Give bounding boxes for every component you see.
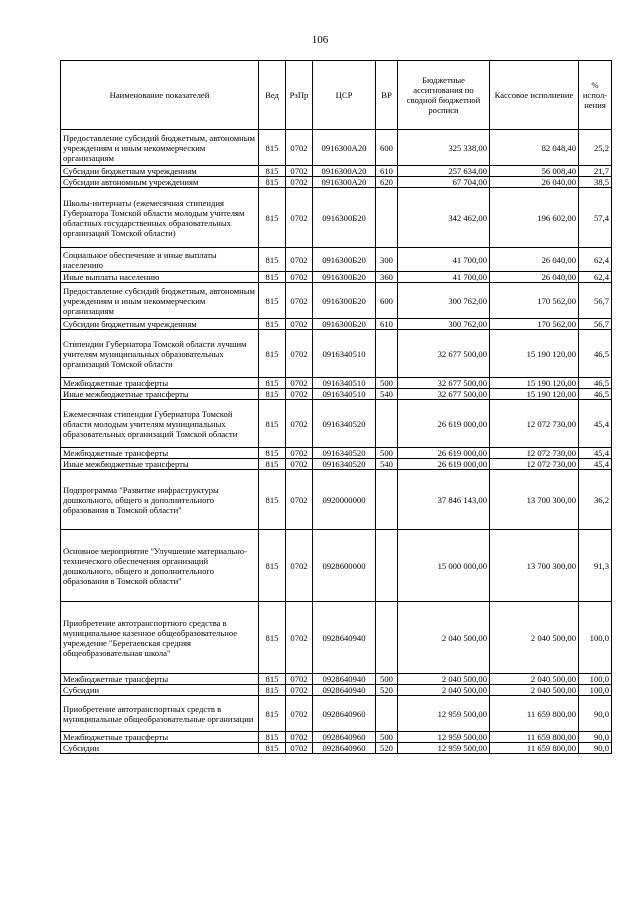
row-vr [376,530,398,602]
row-percent: 90,0 [579,743,612,754]
row-assignment: 26 619 000,00 [398,448,490,459]
row-ved: 815 [259,448,286,459]
header-cash: Кассовое исполнение [490,61,579,130]
row-assignment: 32 677 500,00 [398,378,490,389]
row-assignment: 67 704,00 [398,177,490,188]
row-name: Приобретение автотранспортного средства в муниципальное казенное общеобразовательное учреждение "Берегаевская средняя общеобразовательная школа" [61,602,259,674]
row-vr: 520 [376,743,398,754]
header-assignments: Бюджетные ассигнования по сводной бюджетной росписи [398,61,490,130]
row-ved: 815 [259,674,286,685]
row-percent: 100,0 [579,674,612,685]
row-rzpr: 0702 [286,177,313,188]
row-ved: 815 [259,389,286,400]
row-cash: 26 040,00 [490,248,579,272]
row-ved: 815 [259,272,286,283]
row-cash: 13 700 300,00 [490,470,579,530]
row-csr: 0916340510 [313,389,376,400]
row-vr: 540 [376,389,398,400]
row-csr: 0916300А20 [313,166,376,177]
row-name: Субсидии бюджетным учреждениям [61,319,259,330]
row-cash: 13 700 300,00 [490,530,579,602]
table-row [61,177,612,188]
row-name: Школы-интернаты (ежемесячная стипендия Губернатора Томской области молодым учителям областных государственных образовательных организаций Томской области) [61,188,259,248]
row-name: Иные межбюджетные трансферты [61,459,259,470]
row-ved: 815 [259,732,286,743]
row-vr [376,330,398,378]
row-ved: 815 [259,319,286,330]
row-csr: 0928640960 [313,696,376,732]
row-percent: 90,0 [579,732,612,743]
row-vr: 360 [376,272,398,283]
row-percent: 62,4 [579,248,612,272]
row-name: Межбюджетные трансферты [61,732,259,743]
row-vr [376,470,398,530]
row-assignment: 26 619 000,00 [398,459,490,470]
row-ved: 815 [259,330,286,378]
row-percent: 57,4 [579,188,612,248]
row-csr: 0916300А20 [313,177,376,188]
row-vr [376,400,398,448]
row-ved: 815 [259,696,286,732]
table-row [61,448,612,459]
row-cash: 82 048,40 [490,130,579,166]
row-cash: 26 040,00 [490,272,579,283]
row-rzpr: 0702 [286,389,313,400]
row-rzpr: 0702 [286,674,313,685]
table-row [61,685,612,696]
row-ved: 815 [259,177,286,188]
table-row [61,732,612,743]
row-rzpr: 0702 [286,685,313,696]
table-row [61,696,612,732]
row-cash: 11 659 800,00 [490,743,579,754]
row-percent: 100,0 [579,685,612,696]
row-name: Межбюджетные трансферты [61,448,259,459]
table-row [61,130,612,166]
row-assignment: 12 959 500,00 [398,732,490,743]
row-rzpr: 0702 [286,470,313,530]
row-csr: 0928640960 [313,732,376,743]
row-cash: 26 040,00 [490,177,579,188]
row-csr: 0916300Б20 [313,283,376,319]
row-cash: 12 072 730,00 [490,400,579,448]
row-name: Субсидии [61,685,259,696]
row-assignment: 12 959 500,00 [398,696,490,732]
row-vr: 620 [376,177,398,188]
row-rzpr: 0702 [286,272,313,283]
row-assignment: 32 677 500,00 [398,389,490,400]
row-vr: 610 [376,166,398,177]
row-percent: 46,5 [579,330,612,378]
row-rzpr: 0702 [286,743,313,754]
row-percent: 62,4 [579,272,612,283]
row-name: Предоставление субсидий бюджетным, автономным учреждениям и иным некоммерческим организациям [61,283,259,319]
row-ved: 815 [259,248,286,272]
row-vr: 600 [376,283,398,319]
row-rzpr: 0702 [286,602,313,674]
row-assignment: 257 634,00 [398,166,490,177]
row-cash: 15 190 120,00 [490,330,579,378]
row-cash: 2 040 500,00 [490,685,579,696]
row-rzpr: 0702 [286,459,313,470]
row-ved: 815 [259,743,286,754]
row-assignment: 26 619 000,00 [398,400,490,448]
row-percent: 36,2 [579,470,612,530]
header-ved: Вед [259,61,286,130]
row-ved: 815 [259,602,286,674]
row-cash: 56 008,40 [490,166,579,177]
row-ved: 815 [259,130,286,166]
header-percent: % испол-нения [579,61,612,130]
row-rzpr: 0702 [286,448,313,459]
row-cash: 15 190 120,00 [490,378,579,389]
row-vr [376,602,398,674]
row-cash: 15 190 120,00 [490,389,579,400]
row-percent: 25,2 [579,130,612,166]
row-vr [376,188,398,248]
row-name: Предоставление субсидий бюджетным, автономным учреждениям и иным некоммерческим организациям [61,130,259,166]
row-percent: 90,0 [579,696,612,732]
row-name: Межбюджетные трансферты [61,674,259,685]
row-csr: 0916300Б20 [313,248,376,272]
row-percent: 56,7 [579,319,612,330]
row-vr: 540 [376,459,398,470]
row-cash: 12 072 730,00 [490,448,579,459]
budget-table [60,60,612,754]
row-name: Основное мероприятие "Улучшение материально-технического обеспечения организаций дошкольного, общего и дополнительного образования в Томской области" [61,530,259,602]
row-percent: 45,4 [579,400,612,448]
row-vr: 500 [376,732,398,743]
row-csr: 0916340510 [313,330,376,378]
row-ved: 815 [259,400,286,448]
header-rzpr: РзПр [286,61,313,130]
row-rzpr: 0702 [286,166,313,177]
row-assignment: 12 959 500,00 [398,743,490,754]
row-name: Субсидии бюджетным учреждениям [61,166,259,177]
page-number: 106 [311,34,329,46]
row-ved: 815 [259,283,286,319]
row-percent: 21,7 [579,166,612,177]
header-vr: ВР [376,61,398,130]
row-assignment: 37 846 143,00 [398,470,490,530]
row-rzpr: 0702 [286,378,313,389]
table-row [61,283,612,319]
row-ved: 815 [259,188,286,248]
table-row [61,389,612,400]
row-csr: 0928600000 [313,530,376,602]
row-rzpr: 0702 [286,319,313,330]
table-row [61,400,612,448]
row-rzpr: 0702 [286,732,313,743]
row-name: Подпрограмма "Развитие инфраструктуры дошкольного, общего и дополнительного образования в Томской области" [61,470,259,530]
row-csr: 0916300Б20 [313,272,376,283]
row-vr: 500 [376,674,398,685]
row-percent: 46,5 [579,389,612,400]
table-row [61,743,612,754]
row-assignment: 15 000 000,00 [398,530,490,602]
row-assignment: 41 700,00 [398,272,490,283]
row-csr: 0916340520 [313,459,376,470]
row-csr: 0920000000 [313,470,376,530]
row-assignment: 32 677 500,00 [398,330,490,378]
row-cash: 170 562,00 [490,283,579,319]
row-percent: 46,5 [579,378,612,389]
row-percent: 38,5 [579,177,612,188]
table-row [61,272,612,283]
row-assignment: 325 338,00 [398,130,490,166]
table-row [61,330,612,378]
table-row [61,459,612,470]
row-rzpr: 0702 [286,530,313,602]
row-csr: 0916300Б20 [313,188,376,248]
table-row [61,470,612,530]
row-ved: 815 [259,470,286,530]
table-row [61,166,612,177]
row-ved: 815 [259,685,286,696]
row-csr: 0916300Б20 [313,319,376,330]
row-ved: 815 [259,166,286,177]
row-assignment: 342 462,00 [398,188,490,248]
table-row [61,319,612,330]
row-assignment: 2 040 500,00 [398,674,490,685]
row-csr: 0916340520 [313,448,376,459]
row-percent: 56,7 [579,283,612,319]
row-vr: 600 [376,130,398,166]
row-cash: 11 659 800,00 [490,696,579,732]
row-csr: 0928640940 [313,602,376,674]
row-name: Иные межбюджетные трансферты [61,389,259,400]
row-cash: 170 562,00 [490,319,579,330]
table-header-row [61,61,612,130]
row-rzpr: 0702 [286,330,313,378]
row-percent: 100,0 [579,602,612,674]
row-assignment: 41 700,00 [398,248,490,272]
row-rzpr: 0702 [286,188,313,248]
row-csr: 0916300А20 [313,130,376,166]
row-rzpr: 0702 [286,248,313,272]
table-row [61,248,612,272]
row-csr: 0916340520 [313,400,376,448]
row-name: Стипендии Губернатора Томской области лучшим учителям муниципальных образовательных организаций Томской области [61,330,259,378]
table-row [61,530,612,602]
row-name: Ежемесячная стипендия Губернатора Томской области молодым учителям муниципальных образовательных организаций Томской области [61,400,259,448]
row-cash: 2 040 500,00 [490,674,579,685]
row-rzpr: 0702 [286,283,313,319]
row-cash: 11 659 800,00 [490,732,579,743]
table-row [61,378,612,389]
row-percent: 45,4 [579,448,612,459]
table-row [61,602,612,674]
row-csr: 0928640940 [313,674,376,685]
row-csr: 0928640960 [313,743,376,754]
row-ved: 815 [259,378,286,389]
row-ved: 815 [259,459,286,470]
row-assignment: 300 762,00 [398,283,490,319]
row-name: Субсидии автономным учреждениям [61,177,259,188]
row-assignment: 2 040 500,00 [398,685,490,696]
row-vr: 300 [376,248,398,272]
row-cash: 12 072 730,00 [490,459,579,470]
table-row [61,674,612,685]
row-rzpr: 0702 [286,400,313,448]
table-row [61,188,612,248]
row-vr: 520 [376,685,398,696]
row-percent: 45,4 [579,459,612,470]
row-percent: 91,3 [579,530,612,602]
row-name: Иные выплаты населению [61,272,259,283]
row-vr: 500 [376,378,398,389]
row-csr: 0928640940 [313,685,376,696]
row-name: Межбюджетные трансферты [61,378,259,389]
header-csr: ЦСР [313,61,376,130]
row-assignment: 2 040 500,00 [398,602,490,674]
row-csr: 0916340510 [313,378,376,389]
row-name: Социальное обеспечение и иные выплаты населению [61,248,259,272]
row-rzpr: 0702 [286,696,313,732]
row-cash: 196 602,00 [490,188,579,248]
row-name: Субсидии [61,743,259,754]
row-assignment: 300 762,00 [398,319,490,330]
row-ved: 815 [259,530,286,602]
row-vr: 500 [376,448,398,459]
row-vr: 610 [376,319,398,330]
row-name: Приобретение автотранспортных средств в муниципальные общеобразовательные организации [61,696,259,732]
row-vr [376,696,398,732]
header-name: Наименование показателей [61,61,259,130]
row-cash: 2 040 500,00 [490,602,579,674]
row-rzpr: 0702 [286,130,313,166]
